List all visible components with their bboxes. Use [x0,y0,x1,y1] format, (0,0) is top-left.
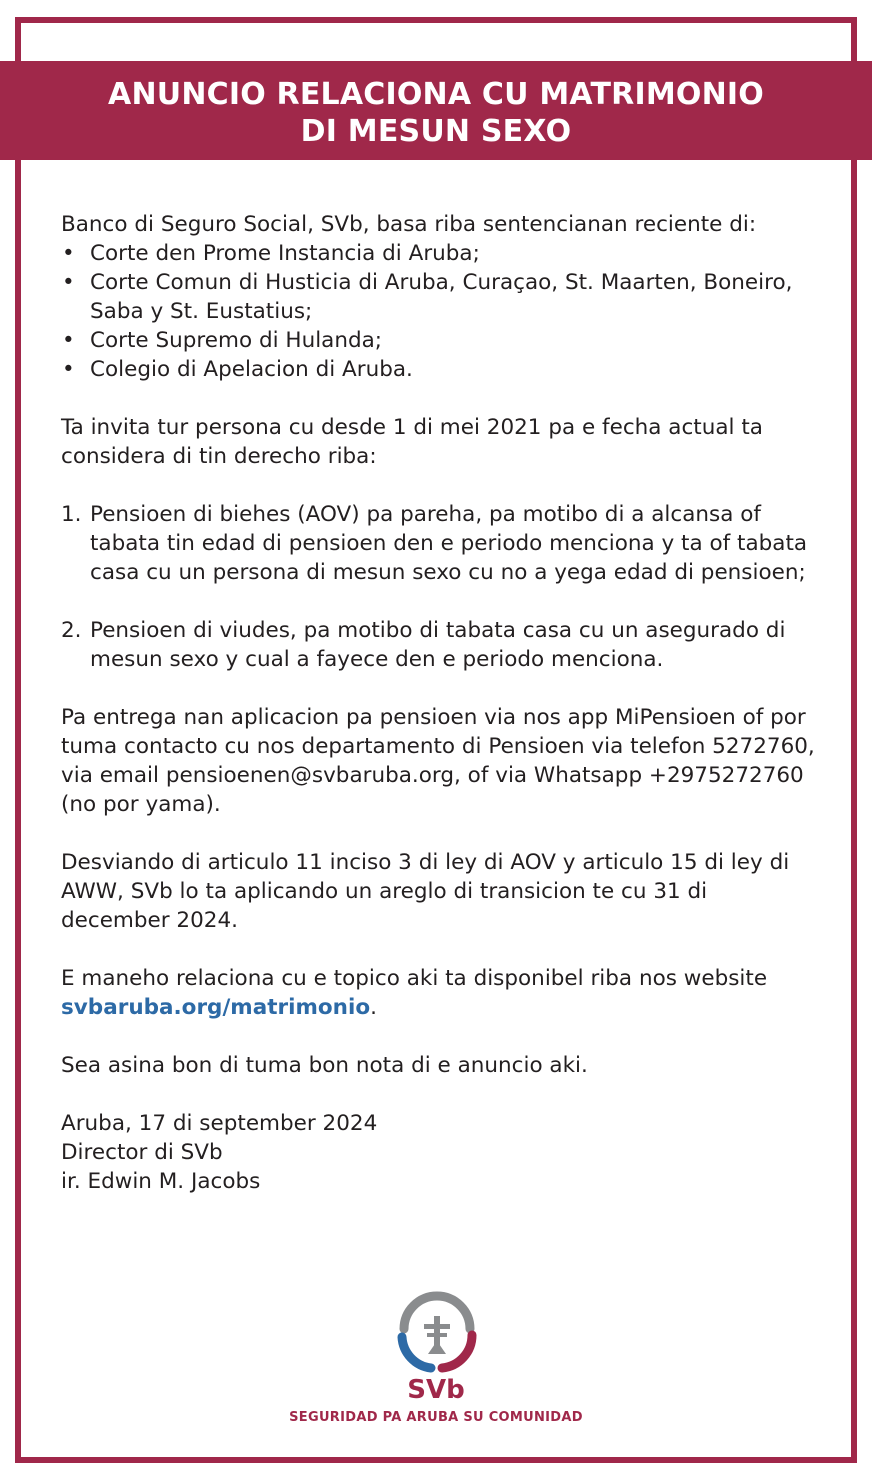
closing-text: Sea asina bon di tuma bon nota di e anuncio aki. [61,1053,588,1078]
website-end: . [370,995,377,1020]
tagline: SEGURIDAD PA ARUBA SU COMUNIDAD [289,1410,583,1425]
svb-logo-mark [386,1290,486,1402]
header-title-line1: ANUNCIO RELACIONA CU MATRIMONIO [108,77,764,112]
header-title-line2: DI MESUN SEXO [300,114,572,149]
invitation-text: Ta invita tur persona cu desde 1 di mei 2021 pa e fecha actual ta considera di tin derecho riba: [61,415,763,469]
right-text: Pensioen di viudes, pa motibo di tabata casa cu un asegurado di mesun sexo y cual a fayece den e periodo menciona. [90,618,786,672]
signature-name: ir. Edwin M. Jacobs [61,1169,261,1194]
announcement-header [0,61,872,160]
announcement-body [61,210,821,1196]
right-number: 1. [61,502,82,527]
court-item: • Corte Supremo di Hulanda; [61,326,821,355]
transition-text: Desviando di articulo 11 inciso 3 di ley di AOV y articulo 15 di ley di AWW, SVb lo ta aplicando un areglo di transicion te cu 31 di december 2024. [61,850,790,933]
right-item [61,500,821,587]
right-text: Pensioen di biehes (AOV) pa pareha, pa motibo di a alcansa of tabata tin edad di pensioen den e periodo menciona y ta of tabata casa cu un persona di mesun sexo cu no a yega edad di pensioen; [90,502,808,585]
right-number: 2. [61,618,82,643]
website-link[interactable]: svbaruba.org/matrimonio [61,995,371,1020]
court-item: • Corte den Prome Instancia di Aruba; [61,239,821,268]
signature-place-date: Aruba, 17 di september 2024 [61,1111,378,1136]
court-item: • Colegio di Apelacion di Aruba. [61,355,821,384]
courts-list [61,239,821,384]
right-item [61,616,821,674]
court-item: • Corte Comun di Husticia di Aruba, Curaçao, St. Maarten, Boneiro, Saba y St. Eustatius; [61,268,821,326]
contact-text: Pa entrega nan aplicacion pa pensioen via nos app MiPensioen of por tuma contacto cu nos departamento di Pensioen via telefon 5272760, via email pensioenen@svbaruba.org, of via Whatsapp +2975272760 (no por yama). [61,705,815,817]
logo-text: SVb [407,1375,465,1402]
website-paragraph [61,964,821,1022]
rights-list [61,500,821,674]
svb-logo [0,1290,872,1402]
signature-title: Director di SVb [61,1140,223,1165]
intro-text: Banco di Seguro Social, SVb, basa riba sentencianan reciente di: [61,212,757,237]
website-text: E maneho relaciona cu e topico aki ta disponibel riba nos website [61,966,768,991]
